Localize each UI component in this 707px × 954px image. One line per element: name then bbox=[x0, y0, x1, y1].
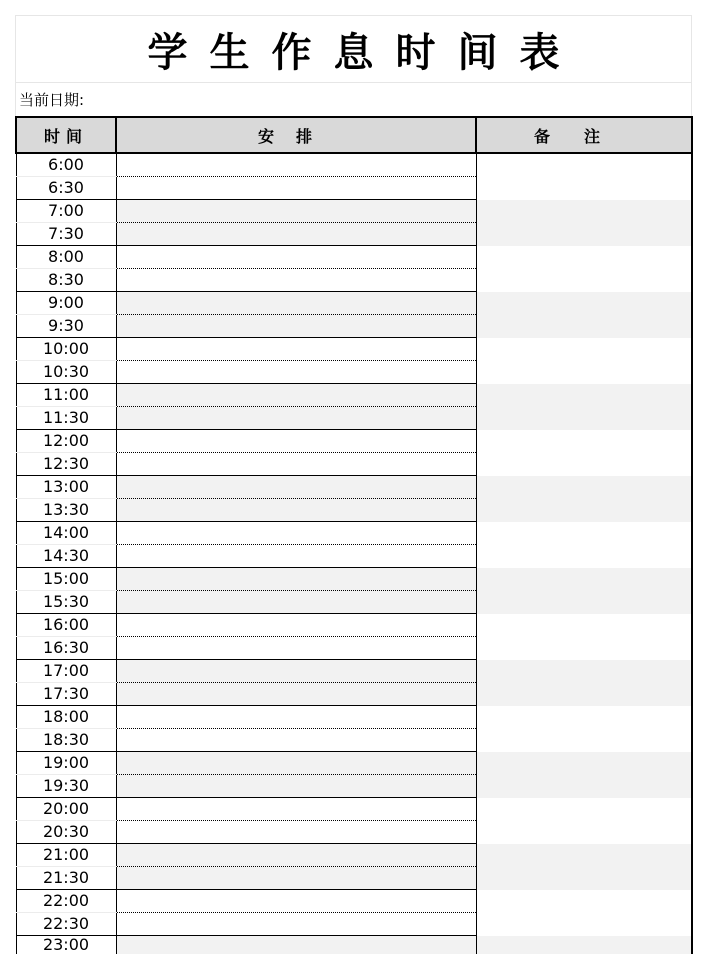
header-note: 备注 bbox=[476, 117, 692, 153]
table-row bbox=[16, 246, 692, 269]
header-time: 时间 bbox=[16, 117, 116, 153]
time-cell[interactable]: 22:30 bbox=[16, 913, 116, 936]
time-cell[interactable]: 21:30 bbox=[16, 867, 116, 890]
note-cell[interactable] bbox=[476, 476, 692, 522]
plan-cell[interactable] bbox=[116, 315, 476, 338]
plan-cell[interactable] bbox=[116, 890, 476, 913]
schedule-body bbox=[16, 153, 692, 954]
time-cell[interactable]: 10:00 bbox=[16, 338, 116, 361]
time-cell[interactable]: 12:30 bbox=[16, 453, 116, 476]
time-cell[interactable]: 6:30 bbox=[16, 177, 116, 200]
plan-cell[interactable] bbox=[116, 660, 476, 683]
time-cell[interactable]: 9:30 bbox=[16, 315, 116, 338]
plan-cell[interactable] bbox=[116, 798, 476, 821]
note-cell[interactable] bbox=[476, 384, 692, 430]
note-cell[interactable] bbox=[476, 844, 692, 890]
plan-cell[interactable] bbox=[116, 683, 476, 706]
plan-cell[interactable] bbox=[116, 476, 476, 499]
time-cell[interactable]: 15:00 bbox=[16, 568, 116, 591]
page-title: 学生作息时间表 bbox=[15, 15, 692, 83]
plan-cell[interactable] bbox=[116, 361, 476, 384]
time-cell[interactable]: 18:00 bbox=[16, 706, 116, 729]
plan-cell[interactable] bbox=[116, 568, 476, 591]
plan-cell[interactable] bbox=[116, 407, 476, 430]
table-row bbox=[16, 798, 692, 821]
time-cell[interactable]: 10:30 bbox=[16, 361, 116, 384]
time-cell[interactable]: 19:00 bbox=[16, 752, 116, 775]
table-row bbox=[16, 476, 692, 499]
time-cell[interactable]: 22:00 bbox=[16, 890, 116, 913]
table-row bbox=[16, 660, 692, 683]
plan-cell[interactable] bbox=[116, 430, 476, 453]
plan-cell[interactable] bbox=[116, 153, 476, 177]
plan-cell[interactable] bbox=[116, 522, 476, 545]
table-row bbox=[16, 200, 692, 223]
schedule-table bbox=[15, 116, 693, 954]
time-cell[interactable]: 16:30 bbox=[16, 637, 116, 660]
table-row bbox=[16, 568, 692, 591]
plan-cell[interactable] bbox=[116, 545, 476, 568]
plan-cell[interactable] bbox=[116, 591, 476, 614]
time-cell[interactable]: 19:30 bbox=[16, 775, 116, 798]
table-row bbox=[16, 153, 692, 177]
note-cell[interactable] bbox=[476, 246, 692, 292]
time-cell[interactable]: 13:00 bbox=[16, 476, 116, 499]
table-row bbox=[16, 890, 692, 913]
note-cell[interactable] bbox=[476, 430, 692, 476]
header-row bbox=[16, 117, 692, 153]
current-date-label[interactable]: 当前日期: bbox=[15, 83, 692, 116]
note-cell[interactable] bbox=[476, 614, 692, 660]
time-cell[interactable]: 20:30 bbox=[16, 821, 116, 844]
note-cell[interactable] bbox=[476, 798, 692, 844]
time-cell[interactable]: 7:30 bbox=[16, 223, 116, 246]
table-row bbox=[16, 706, 692, 729]
plan-cell[interactable] bbox=[116, 867, 476, 890]
plan-cell[interactable] bbox=[116, 729, 476, 752]
plan-cell[interactable] bbox=[116, 384, 476, 407]
time-cell[interactable]: 9:00 bbox=[16, 292, 116, 315]
time-cell[interactable]: 11:30 bbox=[16, 407, 116, 430]
table-row bbox=[16, 844, 692, 867]
plan-cell[interactable] bbox=[116, 706, 476, 729]
table-row bbox=[16, 430, 692, 453]
schedule-sheet bbox=[15, 15, 692, 954]
header-plan: 安排 bbox=[116, 117, 476, 153]
plan-cell[interactable] bbox=[116, 453, 476, 476]
time-cell[interactable]: 16:00 bbox=[16, 614, 116, 637]
plan-cell[interactable] bbox=[116, 177, 476, 200]
plan-cell[interactable] bbox=[116, 637, 476, 660]
plan-cell[interactable] bbox=[116, 913, 476, 936]
note-cell[interactable] bbox=[476, 338, 692, 384]
table-row bbox=[16, 292, 692, 315]
time-cell[interactable]: 8:30 bbox=[16, 269, 116, 292]
table-row bbox=[16, 522, 692, 545]
note-cell[interactable] bbox=[476, 752, 692, 798]
note-cell[interactable] bbox=[476, 568, 692, 614]
time-cell[interactable]: 11:00 bbox=[16, 384, 116, 407]
note-cell[interactable] bbox=[476, 706, 692, 752]
note-cell[interactable] bbox=[476, 200, 692, 246]
time-cell[interactable]: 17:00 bbox=[16, 660, 116, 683]
plan-cell[interactable] bbox=[116, 821, 476, 844]
time-cell[interactable]: 21:00 bbox=[16, 844, 116, 867]
plan-cell[interactable] bbox=[116, 223, 476, 246]
note-cell[interactable] bbox=[476, 522, 692, 568]
plan-cell[interactable] bbox=[116, 775, 476, 798]
plan-cell[interactable] bbox=[116, 269, 476, 292]
time-cell[interactable]: 8:00 bbox=[16, 246, 116, 269]
plan-cell[interactable] bbox=[116, 752, 476, 775]
time-cell[interactable]: 6:00 bbox=[16, 153, 116, 177]
plan-cell[interactable] bbox=[116, 844, 476, 867]
time-cell[interactable]: 14:30 bbox=[16, 545, 116, 568]
time-cell[interactable]: 18:30 bbox=[16, 729, 116, 752]
time-cell[interactable]: 15:30 bbox=[16, 591, 116, 614]
time-cell[interactable]: 13:30 bbox=[16, 499, 116, 522]
time-cell[interactable]: 12:00 bbox=[16, 430, 116, 453]
time-cell[interactable]: 20:00 bbox=[16, 798, 116, 821]
plan-cell[interactable] bbox=[116, 614, 476, 637]
table-row bbox=[16, 752, 692, 775]
plan-cell[interactable] bbox=[116, 338, 476, 361]
note-cell[interactable] bbox=[476, 660, 692, 706]
time-cell[interactable]: 7:00 bbox=[16, 200, 116, 223]
table-row bbox=[16, 384, 692, 407]
time-cell[interactable]: 23:00 bbox=[16, 936, 116, 954]
plan-cell[interactable] bbox=[116, 499, 476, 522]
table-row bbox=[16, 338, 692, 361]
note-cell[interactable] bbox=[476, 890, 692, 936]
note-cell[interactable] bbox=[476, 153, 692, 200]
plan-cell[interactable] bbox=[116, 292, 476, 315]
table-row bbox=[16, 614, 692, 637]
time-cell[interactable]: 14:00 bbox=[16, 522, 116, 545]
plan-cell[interactable] bbox=[116, 246, 476, 269]
time-cell[interactable]: 17:30 bbox=[16, 683, 116, 706]
plan-cell[interactable] bbox=[116, 200, 476, 223]
note-cell[interactable] bbox=[476, 292, 692, 338]
